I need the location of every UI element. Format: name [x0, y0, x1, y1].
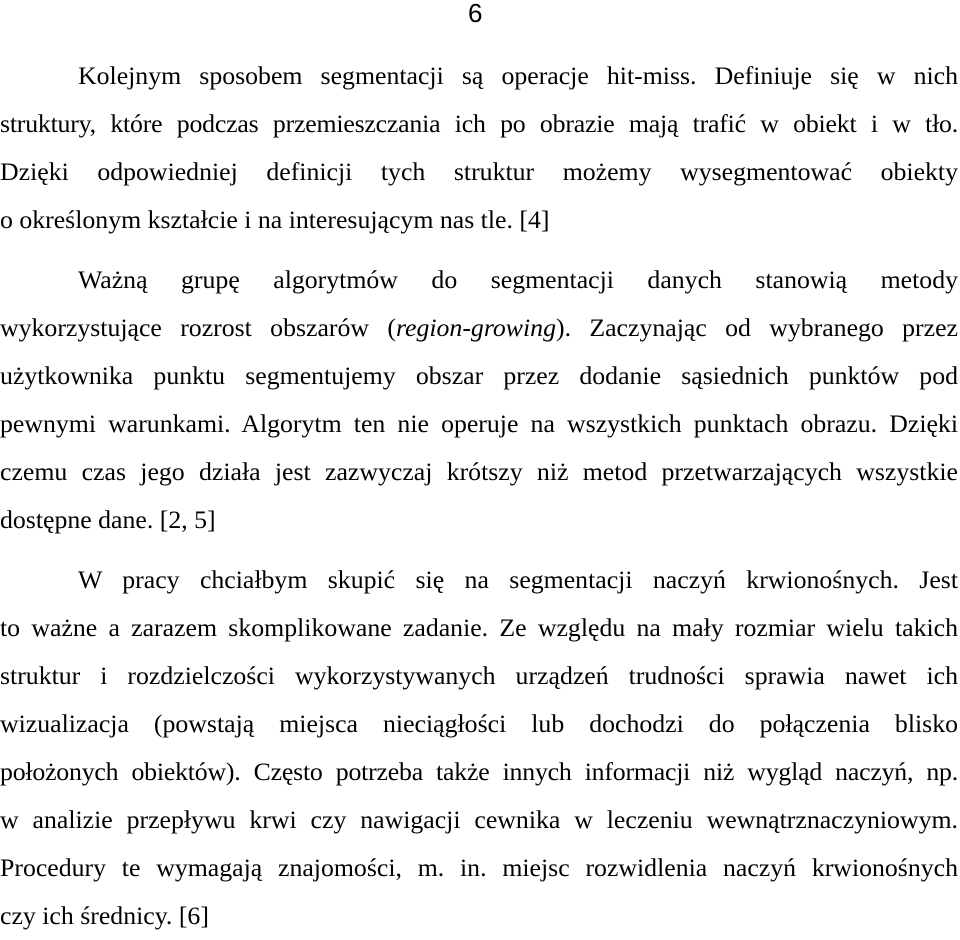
- document-body: [0, 52, 958, 940]
- text-line: Dzięki odpowiedniej definicji tych struktur możemy wysegmentować obiekty: [0, 157, 958, 186]
- italic-term: region-growing: [395, 313, 556, 342]
- text-line: W pracy chciałbym skupić się na segmentacji naczyń krwionośnych. Jest: [78, 565, 958, 594]
- text-line: o określonym kształcie i na interesującym nas tle. [4]: [0, 205, 550, 234]
- text-line: czy ich średnicy. [6]: [0, 901, 209, 930]
- text-segment: ). Zaczynając od wybranego przez: [555, 313, 958, 342]
- text-line: Procedury te wymagają znajomości, m. in. miejsc rozwidlenia naczyń krwionośnych: [0, 853, 958, 882]
- text-line: [0, 304, 958, 352]
- text-segment: wykorzystujące rozrost obszarów (: [0, 313, 396, 342]
- text-line: Kolejnym sposobem segmentacji są operacje hit-miss. Definiuje się w nich: [78, 61, 958, 90]
- text-line: użytkownika punktu segmentujemy obszar przez dodanie sąsiednich punktów pod: [0, 361, 958, 390]
- text-line: struktur i rozdzielczości wykorzystywanych urządzeń trudności sprawia nawet ich: [0, 661, 958, 690]
- page-number: 6: [468, 0, 483, 28]
- paragraph-blood-vessels: [0, 556, 958, 940]
- text-line: położonych obiektów). Często potrzeba także innych informacji niż wygląd naczyń, np.: [0, 757, 958, 786]
- paragraph-region-growing: [0, 256, 958, 544]
- text-line: w analizie przepływu krwi czy nawigacji cewnika w leczeniu wewnątrznaczyniowym.: [0, 805, 958, 834]
- text-line: Ważną grupę algorytmów do segmentacji danych stanowią metody: [78, 265, 958, 294]
- paragraph-hit-miss: [0, 52, 958, 244]
- text-line: struktury, które podczas przemieszczania ich po obrazie mają trafić w obiekt i w tło.: [0, 109, 958, 138]
- text-line: czemu czas jego działa jest zazwyczaj krótszy niż metod przetwarzających wszystkie: [0, 457, 958, 486]
- text-line: dostępne dane. [2, 5]: [0, 505, 216, 534]
- text-line: pewnymi warunkami. Algorytm ten nie operuje na wszystkich punktach obrazu. Dzięki: [0, 409, 958, 438]
- text-line: wizualizacja (powstają miejsca nieciągłości lub dochodzi do połączenia blisko: [0, 709, 958, 738]
- text-line: to ważne a zarazem skomplikowane zadanie. Ze względu na mały rozmiar wielu takich: [0, 613, 958, 642]
